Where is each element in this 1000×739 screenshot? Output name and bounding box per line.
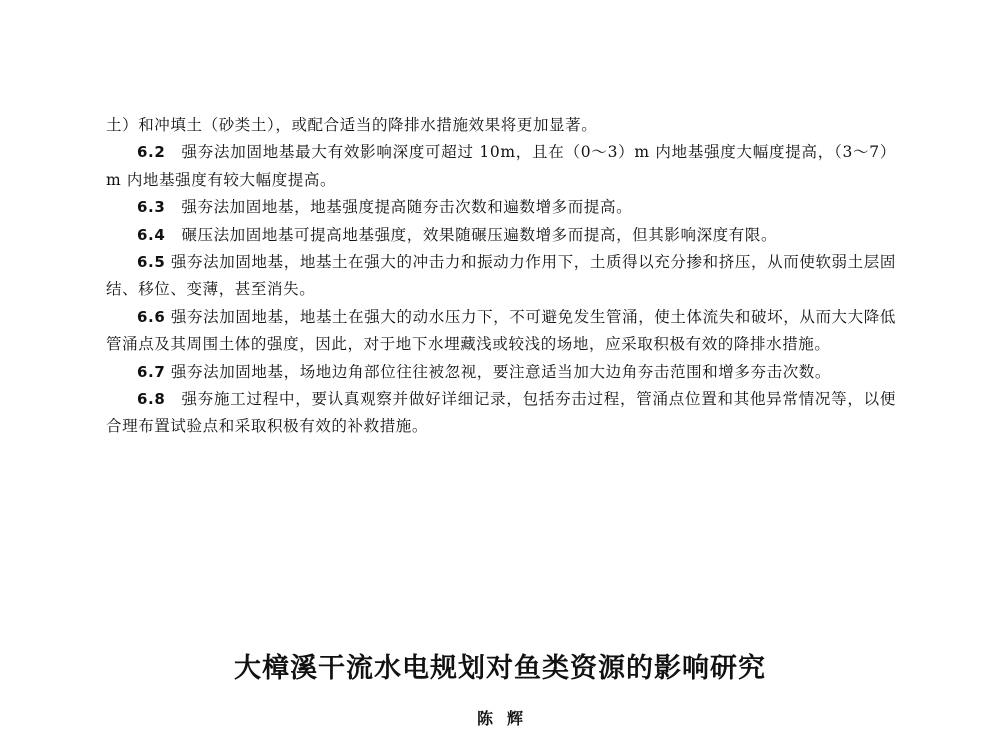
section-6-8 [106,386,896,441]
section-text: 强夯法加固地基，地基土在强大的动水压力下，不可避免发生管涌，使土体流失和破坏，从而大大降低管涌点及其周围土体的强度，因此，对于地下水埋藏浅或较浅的场地，应采取积极有效的降排水措施。 [106,307,896,354]
section-number: 6.3 [137,198,166,217]
next-article-title: 大樟溪干流水电规划对鱼类资源的影响研究 [234,653,766,684]
section-6-3 [106,194,896,221]
section-6-5 [106,249,896,304]
continuation-paragraph [106,112,896,139]
section-6-2 [106,139,896,194]
section-text: 强夯法加固地基，场地边角部位往往被忽视，要注意适当加大边角夯击范围和增多夯击次数。 [170,362,832,381]
section-text: 强夯法加固地基，地基土在强大的冲击力和振动力作用下，土质得以充分掺和挤压，从而使软弱土层固结、移位、变薄，甚至消失。 [106,253,896,299]
section-text: 强夯法加固地基，地基强度提高随夯击次数和遍数增多而提高。 [181,198,633,217]
section-number: 6.5 [137,253,166,272]
section-number: 6.4 [137,225,166,244]
section-text: 强夯法加固地基最大有效影响深度可超过 10m，且在（0～3）m 内地基强度大幅度提高，（3～7）m 内地基强度有较大幅度提高。 [106,143,896,189]
section-number: 6.6 [137,307,166,326]
section-number: 6.2 [137,143,166,162]
article-body [106,112,896,441]
section-6-7 [106,359,896,386]
section-text: 碾压法加固地基可提高地基强度，效果随碾压遍数增多而提高，但其影响深度有限。 [181,225,778,244]
section-6-4 [106,222,896,249]
section-number: 6.7 [137,362,166,381]
section-text: 强夯施工过程中，要认真观察并做好详细记录，包括夯击过程，管涌点位置和其他异常情况等，以便合理布置试验点和采取积极有效的补救措施。 [106,390,896,436]
section-6-6 [106,304,896,359]
next-article-author: 陈辉 [476,709,537,728]
section-number: 6.8 [137,390,166,409]
continuation-text: 土）和冲填土（砂类土），或配合适当的降排水措施效果将更加显著。 [106,116,598,134]
